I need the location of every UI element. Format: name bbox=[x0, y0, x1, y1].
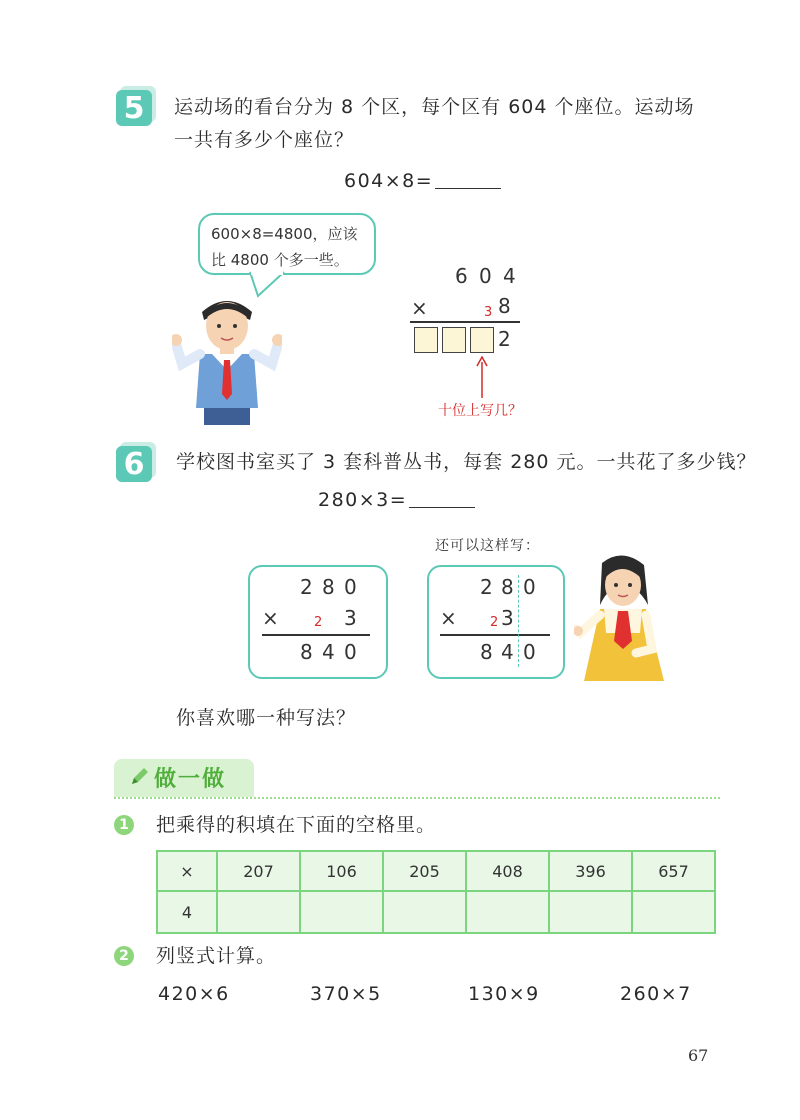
calc6a-mult: 3 bbox=[344, 606, 357, 630]
problem-1: 420×6 bbox=[158, 983, 230, 1005]
bubble-line2: 比 4800 个多一些。 bbox=[211, 251, 349, 269]
table-header-cell: 657 bbox=[632, 851, 715, 891]
table-answer-cell[interactable] bbox=[466, 891, 549, 933]
practice-divider bbox=[114, 797, 720, 799]
calc5-carry: 3 bbox=[484, 305, 493, 320]
practice-item2-number: 2 bbox=[114, 946, 134, 966]
practice-item1-number: 1 bbox=[114, 815, 134, 835]
calc6b-res-tens: 4 bbox=[501, 640, 514, 664]
calc6a-top-hundreds: 2 bbox=[300, 575, 313, 599]
table-answer-cell[interactable] bbox=[217, 891, 300, 933]
problem-2: 370×5 bbox=[310, 983, 382, 1005]
q5-speech-bubble bbox=[198, 213, 376, 275]
calc5-times-sign: × bbox=[411, 296, 428, 320]
calc6a-times: × bbox=[262, 606, 279, 630]
calc5-answer-box-thousands[interactable] bbox=[414, 327, 438, 353]
product-table bbox=[156, 850, 716, 934]
page-number: 67 bbox=[688, 1046, 709, 1065]
table-header-cell: 106 bbox=[300, 851, 383, 891]
arrow-up-icon bbox=[474, 356, 490, 398]
q5-answer-blank bbox=[435, 170, 501, 189]
q5-text-line1: 运动场的看台分为 8 个区，每个区有 604 个座位。运动场 bbox=[174, 96, 695, 118]
calc5-multiplier: 8 bbox=[498, 294, 511, 318]
table-row bbox=[157, 891, 715, 933]
table-header-cell: 396 bbox=[549, 851, 632, 891]
calc6b-res-hundreds: 8 bbox=[480, 640, 493, 664]
calc6a-top-tens: 8 bbox=[322, 575, 335, 599]
calc6a-res-hundreds: 8 bbox=[300, 640, 313, 664]
calc5-rule bbox=[410, 321, 520, 323]
practice-item2-text: 列竖式计算。 bbox=[156, 945, 277, 967]
q5-equation bbox=[344, 170, 501, 192]
problem-4: 260×7 bbox=[620, 983, 692, 1005]
table-answer-cell[interactable] bbox=[300, 891, 383, 933]
q6-text: 学校图书室买了 3 套科普丛书，每套 280 元。一共花了多少钱？ bbox=[176, 451, 757, 473]
calc5-digit-tens: 0 bbox=[479, 264, 492, 288]
calc6b-rule bbox=[440, 634, 550, 636]
table-answer-cell[interactable] bbox=[549, 891, 632, 933]
question-6-badge: 6 bbox=[116, 446, 152, 482]
q6-equation-text: 280×3= bbox=[318, 489, 408, 511]
calc5-result-ones: 2 bbox=[498, 327, 511, 351]
calc6b-mult: 3 bbox=[501, 606, 514, 630]
calc6b-top-tens: 8 bbox=[501, 575, 514, 599]
arrow-label: 十位上写几？ bbox=[438, 403, 522, 419]
alt-method-label: 还可以这样写： bbox=[435, 538, 540, 554]
table-header-cell: 207 bbox=[217, 851, 300, 891]
question-5-badge: 5 bbox=[116, 90, 152, 126]
q5-text-line2: 一共有多少个座位？ bbox=[174, 129, 355, 151]
q6-question: 你喜欢哪一种写法？ bbox=[176, 707, 357, 729]
bubble-line1: 600×8=4800，应该 bbox=[211, 225, 358, 243]
q5-equation-text: 604×8= bbox=[344, 170, 434, 192]
q5-text bbox=[174, 91, 695, 157]
table-header-row bbox=[157, 851, 715, 891]
table-answer-cell[interactable] bbox=[383, 891, 466, 933]
calc6b-times: × bbox=[440, 606, 457, 630]
calc6a-res-ones: 0 bbox=[344, 640, 357, 664]
table-row-label: 4 bbox=[157, 891, 217, 933]
calc6b-dashed-divider bbox=[518, 575, 519, 667]
calc6a-res-tens: 4 bbox=[322, 640, 335, 664]
q6-equation bbox=[318, 489, 475, 511]
calc5-digit-hundreds: 6 bbox=[455, 264, 468, 288]
calc6b-top-ones: 0 bbox=[523, 575, 536, 599]
table-header-cell: 205 bbox=[383, 851, 466, 891]
boy-illustration bbox=[172, 290, 282, 425]
calc6b-res-ones: 0 bbox=[523, 640, 536, 664]
calc6a-top-ones: 0 bbox=[344, 575, 357, 599]
pencil-icon bbox=[128, 766, 150, 788]
calc6a-carry: 2 bbox=[314, 615, 323, 630]
calc6b-top-hundreds: 2 bbox=[480, 575, 493, 599]
problem-3: 130×9 bbox=[468, 983, 540, 1005]
calc6b-carry: 2 bbox=[490, 615, 499, 630]
practice-item1-text: 把乘得的积填在下面的空格里。 bbox=[156, 814, 437, 836]
girl-illustration bbox=[574, 553, 670, 683]
calc5-digit-ones: 4 bbox=[503, 264, 516, 288]
calc5-answer-box-tens[interactable] bbox=[470, 327, 494, 353]
calc5-answer-box-hundreds[interactable] bbox=[442, 327, 466, 353]
table-answer-cell[interactable] bbox=[632, 891, 715, 933]
q6-answer-blank bbox=[409, 489, 475, 508]
practice-title: 做一做 bbox=[154, 767, 227, 792]
table-header-cell: × bbox=[157, 851, 217, 891]
table-header-cell: 408 bbox=[466, 851, 549, 891]
calc6a-rule bbox=[262, 634, 370, 636]
